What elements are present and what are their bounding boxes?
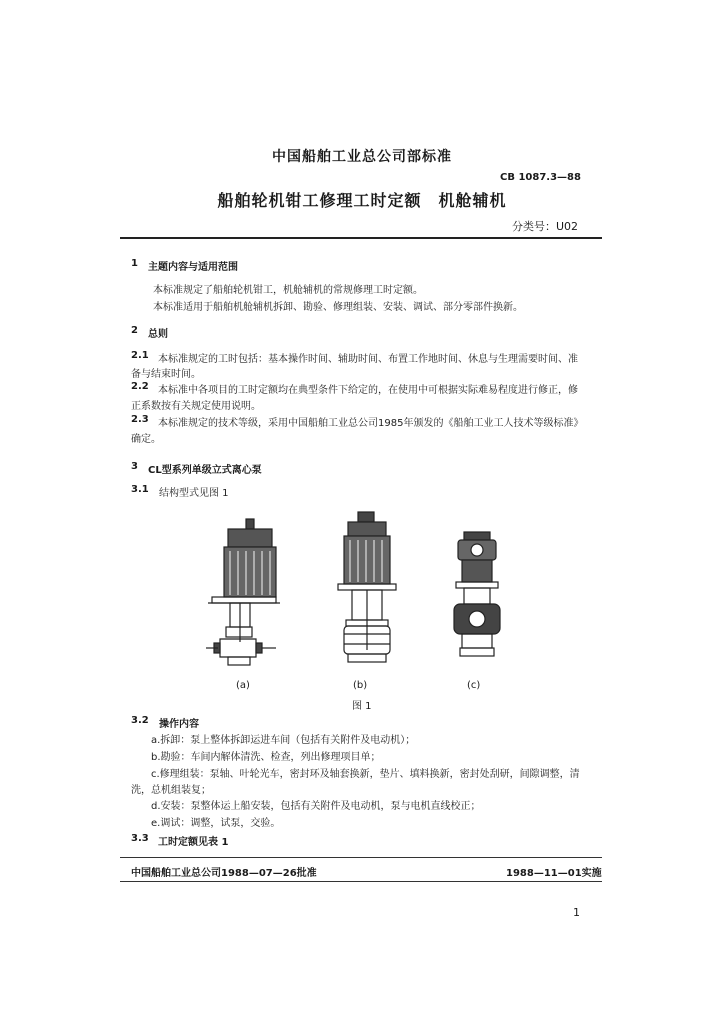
clause-2-1-line-2: 备与结束时间。 (131, 369, 201, 380)
operation-item-c-line-1: c.修理组装：泵轴、叶轮光车，密封环及轴套换新，垫片、填料换新，密封处刮研，间隙调整，清 (151, 769, 580, 780)
operation-item-c-line-2: 洗，总机组装复； (131, 785, 211, 796)
page-number: 1 (573, 906, 580, 919)
classification-number: 分类号：U02 (512, 220, 579, 233)
operation-item-a: a.拆卸：泵上整体拆卸运进车间（包括有关附件及电动机）； (151, 735, 416, 746)
section-1-paragraph-2: 本标准适用于船舶机舱辅机拆卸、勘验、修理组装、安装、调试、部分零部件换新。 (153, 302, 523, 313)
section-3-heading: CL型系列单级立式离心泵 (148, 465, 262, 476)
approval-date: 中国船舶工业总公司1988—07—26批准 (131, 868, 317, 879)
section-1-paragraph-1: 本标准规定了船舶轮机钳工，机舱辅机的常规修理工时定额。 (153, 285, 423, 296)
clause-2-2-number: 2.2 (131, 381, 149, 392)
clause-2-2-line-1: 本标准中各项目的工时定额均在典型条件下给定的，在使用中可根据实际难易程度进行修正，修 (158, 385, 578, 396)
implementation-date: 1988—11—01实施 (506, 868, 602, 879)
standard-code: CB 1087.3—88 (500, 172, 581, 183)
footer-divider-bottom (120, 881, 602, 882)
header-divider (120, 237, 602, 239)
figure-label-a: (a) (236, 680, 250, 691)
figure-label-c: (c) (467, 680, 481, 691)
document-title: 船舶轮机钳工修理工时定额 机舱辅机 (217, 191, 507, 210)
clause-3-2-number: 3.2 (131, 715, 149, 726)
pump-drawing-b (334, 510, 400, 682)
footer-divider-top (120, 857, 602, 858)
clause-2-3-line-1: 本标准规定的技术等级，采用中国船舶工业总公司1985年颁发的《船舶工业工人技术等级标准》 (158, 418, 584, 429)
clause-3-1-number: 3.1 (131, 484, 149, 495)
clause-2-3-line-2: 确定。 (131, 434, 161, 445)
pump-drawing-c (452, 530, 502, 682)
clause-2-3-number: 2.3 (131, 414, 149, 425)
clause-3-2-heading: 操作内容 (159, 719, 199, 730)
figure-caption: 图 1 (352, 701, 372, 712)
operation-item-b: b.勘验：车间内解体清洗、检查，列出修理项目单； (151, 752, 381, 763)
section-1-heading: 主题内容与适用范围 (148, 262, 238, 273)
operation-item-e: e.调试：调整，试泵，交验。 (151, 818, 281, 829)
section-3-number: 3 (131, 461, 138, 472)
section-2-number: 2 (131, 325, 138, 336)
clause-2-1-number: 2.1 (131, 350, 149, 361)
clause-2-2-line-2: 正系数按有关规定使用说明。 (131, 401, 261, 412)
section-2-heading: 总则 (148, 329, 168, 340)
clause-3-3-text: 工时定额见表 1 (158, 837, 229, 848)
issuing-organization: 中国船舶工业总公司部标准 (272, 149, 452, 165)
clause-2-1-line-1: 本标准规定的工时包括：基本操作时间、辅助时间、布置工作地时间、休息与生理需要时间、准 (158, 354, 578, 365)
section-1-number: 1 (131, 258, 138, 269)
figure-label-b: (b) (353, 680, 368, 691)
clause-3-1-text: 结构型式见图 1 (159, 488, 229, 499)
pump-drawing-a (204, 517, 284, 682)
clause-3-3-number: 3.3 (131, 833, 149, 844)
operation-item-d: d.安装：泵整体运上船安装，包括有关附件及电动机，泵与电机直线校正； (151, 801, 481, 812)
